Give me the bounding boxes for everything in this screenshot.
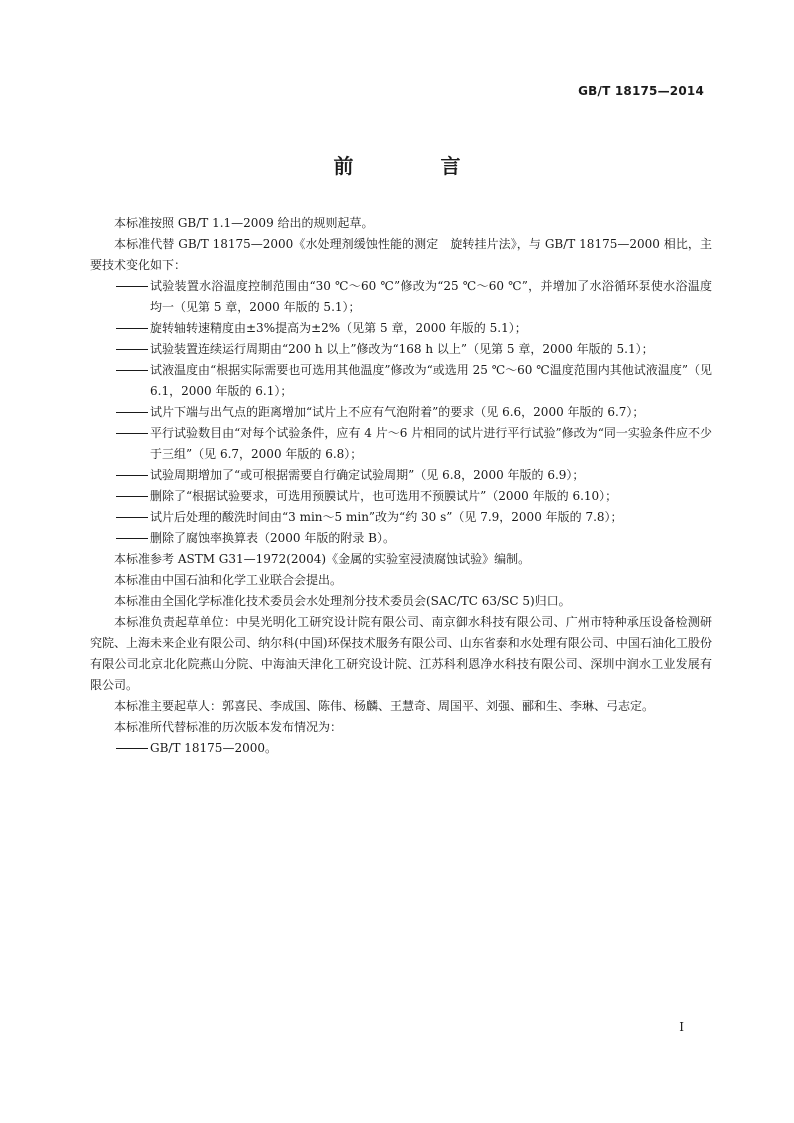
list-item-text: 试验装置水浴温度控制范围由“30 ℃～60 ℃”修改为“25 ℃～60 ℃”，并增加了水浴循环泵使水浴温度均一（见第 5 章，2000 年版的 5.1）； — [150, 279, 712, 314]
paragraph: 本标准按照 GB/T 1.1—2009 给出的规则起草。 — [114, 216, 374, 230]
list-item-text: 试验装置连续运行周期由“200 h 以上”修改为“168 h 以上”（见第 5 章，2000 年版的 5.1）； — [150, 342, 654, 356]
standard-code: GB/T 18175—2014 — [578, 84, 704, 98]
list-item-text: 平行试验数目由“对每个试验条件，应有 4 片～6 片相同的试片进行平行试验”修改为“同一实验条件应不少于三组”（见 6.7，2000 年版的 6.8）； — [150, 426, 712, 461]
list-item-text: 旋转轴转速精度由±3%提高为±2%（见第 5 章，2000 年版的 5.1）； — [150, 321, 527, 335]
page-title: 前 言 — [333, 154, 501, 178]
dash-bullet — [116, 412, 148, 413]
paragraph: 本标准参考 ASTM G31—1972(2004)《金属的实验室浸渍腐蚀试验》编制。 — [114, 552, 531, 566]
list-item — [90, 318, 712, 339]
dash-bullet — [116, 349, 148, 350]
list-item-text: 删除了腐蚀率换算表（2000 年版的附录 B）。 — [150, 531, 395, 545]
list-item-text: 删除了“根据试验要求，可选用预膜试片，也可选用不预膜试片”（2000 年版的 6.10）； — [150, 489, 618, 503]
paragraph: 本标准所代替标准的历次版本发布情况为： — [114, 720, 343, 734]
list-item-text: 试验周期增加了“或可根据需要自行确定试验周期”（见 6.8，2000 年版的 6.9）； — [150, 468, 585, 482]
paragraph: 本标准负责起草单位：中昊光明化工研究设计院有限公司、南京御水科技有限公司、广州市特种承压设备检测研究院、上海未来企业有限公司、纳尔科(中国)环保技术服务有限公司、山东省泰和水处理有限公司、中国石油化工股份有限公司北京北化院燕山分院、中海油天津化工研究设计院、江苏科利恩净水科技有限公司、深圳中润水工业发展有限公司。 — [90, 615, 712, 692]
dash-bullet — [116, 475, 148, 476]
paragraph: 本标准由全国化学标准化技术委员会水处理剂分技术委员会(SAC/TC 63/SC 5)归口。 — [114, 594, 571, 608]
list-item — [90, 423, 712, 465]
list-item — [90, 465, 712, 486]
dash-bullet — [116, 748, 148, 749]
list-item — [90, 507, 712, 528]
list-item-text: 试片后处理的酸洗时间由“3 min～5 min”改为“约 30 s”（见 7.9，2000 年版的 7.8）； — [150, 510, 623, 524]
list-item — [90, 486, 712, 507]
paragraph: 本标准主要起草人：郭喜民、李成国、陈伟、杨麟、王慧奇、周国平、刘强、郦和生、李琳、弓志定。 — [114, 699, 655, 713]
dash-bullet — [116, 433, 148, 434]
list-item — [90, 360, 712, 402]
list-item-text: 试片下端与出气点的距离增加“试片上不应有气泡附着”的要求（见 6.6，2000 年版的 6.7）； — [150, 405, 645, 419]
history-item — [90, 738, 712, 759]
foreword-body — [90, 213, 712, 759]
page-number: I — [679, 1020, 684, 1034]
dash-bullet — [116, 328, 148, 329]
paragraph: 本标准由中国石油和化学工业联合会提出。 — [114, 573, 343, 587]
list-item-text: 试液温度由“根据实际需要也可选用其他温度”修改为“或选用 25 ℃～60 ℃温度范围内其他试液温度”（见 6.1，2000 年版的 6.1）； — [150, 363, 712, 398]
changes-list — [90, 276, 712, 549]
dash-bullet — [116, 538, 148, 539]
dash-bullet — [116, 286, 148, 287]
history-item-text: GB/T 18175—2000。 — [150, 741, 277, 755]
dash-bullet — [116, 517, 148, 518]
list-item — [90, 339, 712, 360]
list-item — [90, 528, 712, 549]
list-item — [90, 276, 712, 318]
list-item — [90, 402, 712, 423]
dash-bullet — [116, 370, 148, 371]
paragraph: 本标准代替 GB/T 18175—2000《水处理剂缓蚀性能的测定 旋转挂片法》，与 GB/T 18175—2000 相比，主要技术变化如下： — [90, 237, 712, 272]
dash-bullet — [116, 496, 148, 497]
